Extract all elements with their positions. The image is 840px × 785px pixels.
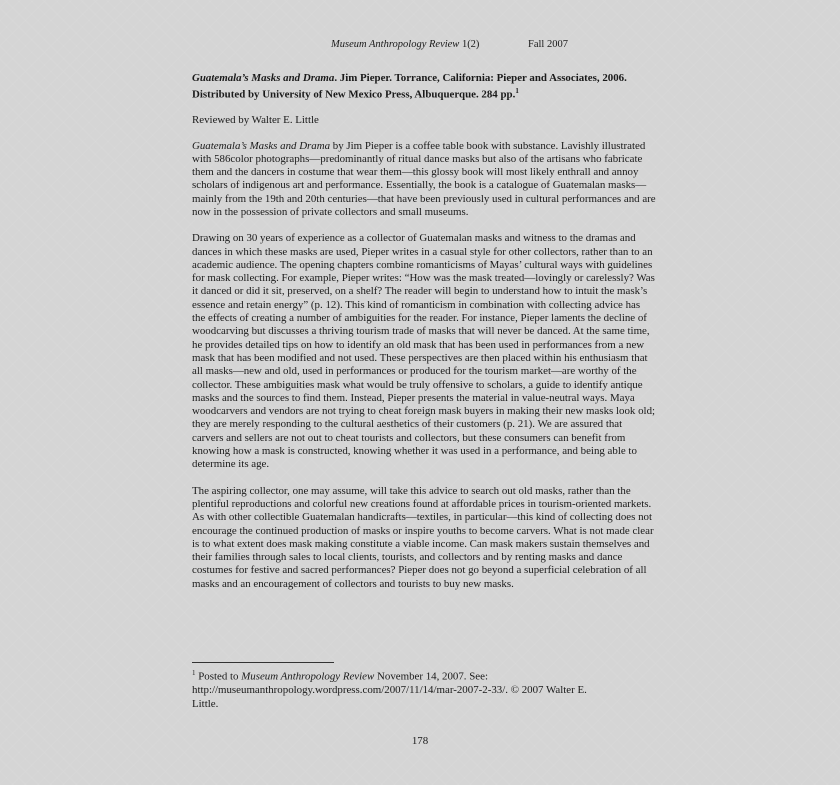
paragraph-1 — [192, 140, 656, 220]
paragraph-3: The aspiring collector, one may assume, will take this advice to search out old masks, rather than the plentiful reproductions and colorful new creations found at affordable prices in tourism-oriented markets. As with other collectible Guatemalan handicrafts—textiles, in particular—this kind of collecting does not encourage the continued production of masks or inspire youths to become carvers. What is not made clear is to what extent does mask making constitute a viable income. Can mask makers sustain themselves and their families through sales to local clients, tourists, and collectors and by renting masks and dance costumes for festive and sacred performances? Pieper does not go beyond a superficial celebration of all masks and an encouragement of collectors and tourists to buy new masks. — [192, 484, 654, 590]
paragraph-1-book-title: Guatemala’s Masks and Drama — [192, 139, 331, 152]
review-title — [192, 72, 656, 102]
footnote-divider — [192, 662, 334, 663]
page-number: 178 — [411, 735, 429, 747]
footnote-date: November 14, 2007. See: — [374, 670, 489, 683]
article-body — [192, 72, 656, 604]
header-journal-volume — [331, 39, 479, 50]
reviewer-line: Reviewed by Walter E. Little — [192, 114, 319, 127]
footnote — [192, 667, 632, 711]
header-journal: Museum Anthropology Review — [331, 39, 460, 50]
footnote-number: 1 — [192, 669, 196, 677]
running-header — [0, 39, 840, 55]
footnote-line-1 — [192, 667, 632, 684]
header-date: Fall 2007 — [528, 39, 568, 50]
footnote-marker[interactable]: 1 — [515, 87, 519, 96]
book-citation: . Jim Pieper. Torrance, California: Pieper and Associates, 2006. Distributed by University of New Mexico Press, Albuquerque. 284 pp. — [192, 72, 627, 101]
book-title: Guatemala’s Masks and Drama — [192, 72, 335, 84]
footnote-prefix: Posted to — [195, 670, 242, 683]
paragraph-2: Drawing on 30 years of experience as a collector of Guatemalan masks and witness to the dramas and dances in which these masks are used, Pieper writes in a casual style for other collectors, rather than to an academic audience. The opening chapters combine romanticisms of Mayas’ cultural ways with guidelines for mask collecting. For example, Pieper writes: “How was the mask treated—lovingly or carelessly? Was it danced or did it sit, preserved, on a shelf? The reader will begin to understand how to intuit the mask’s essence and retain energy” (p. 12). This kind of romanticism in combination with collecting advice has the effects of creating a number of ambiguities for the reader. For instance, Pieper laments the decline of woodcarving but discusses a thriving tourism trade of masks that will never be danced. At the same time, he provides detailed tips on how to identify an old mask that has been used in performances from a new mask that has been modified and not used. These perspectives are then placed within his enthusiasm that all masks—new and old, used in performances or produced for the tourism market—are worthy of the collector. These ambiguities mask what would be truly offensive to scholars, a guide to identify antique masks and the sources to find them. Instead, Pieper presents the material in value-neutral ways. Maya woodcarvers and vendors are not trying to cheat foreign mask buyers in making their new masks look old; they are merely responding to the cultural aesthetics of their customers (p. 21). We are assured that carvers and sellers are not out to cheat tourists and collectors, but these consumers can benefit from knowing how a mask is constructed, knowing whether it was used in a performance, and being able to determine its age. — [192, 232, 656, 471]
paragraph-1-text: by Jim Pieper is a coffee table book with substance. Lavishly illustrated with 586color photographs—predominantly of ritual dance masks but also of the artisans who fabricate them and the dancers in costume that wear them—this glossy book will most likely enthrall and annoy scholars of indigenous art and performance. Essentially, the book is a catalogue of Guatemalan masks—mainly from the 19th and 20th centuries—that have been previously used in cultural performances and are now in the possession of private collectors and small museums. — [192, 139, 656, 218]
footnote-line-3: Little. — [192, 697, 219, 710]
footnote-journal: Museum Anthropology Review — [241, 670, 375, 683]
footnote-url[interactable]: http://museumanthropology.wordpress.com/2007/11/14/mar-2007-2-33/. © 2007 Walter E. — [192, 684, 587, 697]
header-volume: 1(2) — [461, 39, 480, 50]
